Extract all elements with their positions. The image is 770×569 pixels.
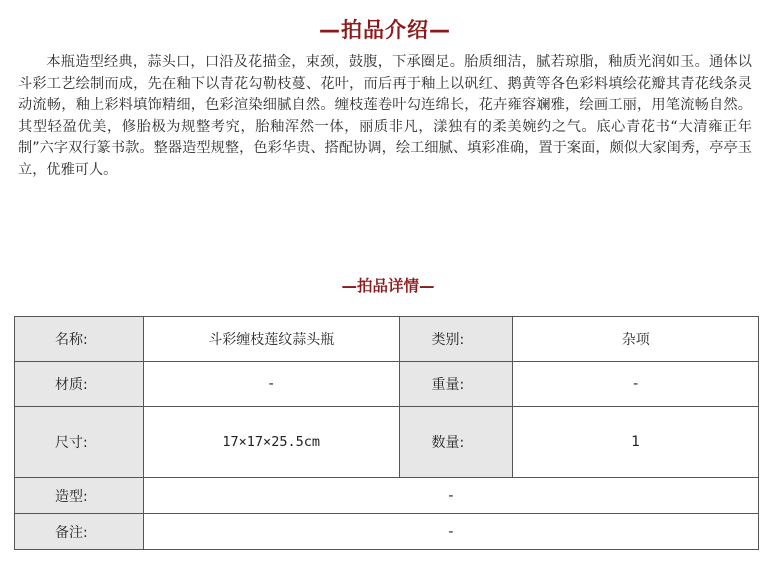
category-label: 类别: <box>399 317 513 362</box>
size-value: 17×17×25.5cm <box>143 407 399 478</box>
name-label: 名称: <box>15 317 144 362</box>
intro-heading: —拍品介绍— <box>319 18 451 42</box>
weight-label: 重量: <box>399 362 513 407</box>
shape-value: - <box>143 478 758 514</box>
quantity-label: 数量: <box>399 407 513 478</box>
table-row <box>15 407 759 478</box>
name-value: 斗彩缠枝莲纹蒜头瓶 <box>143 317 399 362</box>
table-row <box>15 317 759 362</box>
remarks-label: 备注: <box>15 514 144 550</box>
quantity-value: 1 <box>513 407 759 478</box>
details-table <box>14 316 759 550</box>
weight-value: - <box>513 362 759 407</box>
table-row <box>15 514 759 550</box>
table-row <box>15 478 759 514</box>
material-label: 材质: <box>15 362 144 407</box>
shape-label: 造型: <box>15 478 144 514</box>
category-value: 杂项 <box>513 317 759 362</box>
material-value: - <box>143 362 399 407</box>
details-heading: —拍品详情— <box>341 277 435 295</box>
size-label: 尺寸: <box>15 407 144 478</box>
remarks-value: - <box>143 514 758 550</box>
intro-section <box>18 52 752 181</box>
intro-paragraph: 本瓶造型经典，蒜头口，口沿及花描金，束颈，鼓腹，下承圈足。胎质细洁，腻若琼脂，釉质光润如玉。通体以斗彩工艺绘制而成，先在釉下以青花勾勒枝蔓、花叶，而后再于釉上以矾红、鹅黄等各色彩料填绘花瓣其青花线条灵动流畅，釉上彩料填饰精细，色彩渲染细腻自然。缠枝莲卷叶勾连绵长，花卉雍容斓雅，绘画工丽，用笔流畅自然。其型轻盈优美，修胎极为规整考究，胎釉浑然一体，丽质非凡，漾独有的柔美婉约之气。底心青花书“大清雍正年制”六字双行篆书款。整器造型规整，色彩华贵、搭配协调，绘工细腻、填彩准确，置于案面，颇似大家闺秀，亭亭玉立，优雅可人。 <box>18 54 752 178</box>
table-row <box>15 362 759 407</box>
